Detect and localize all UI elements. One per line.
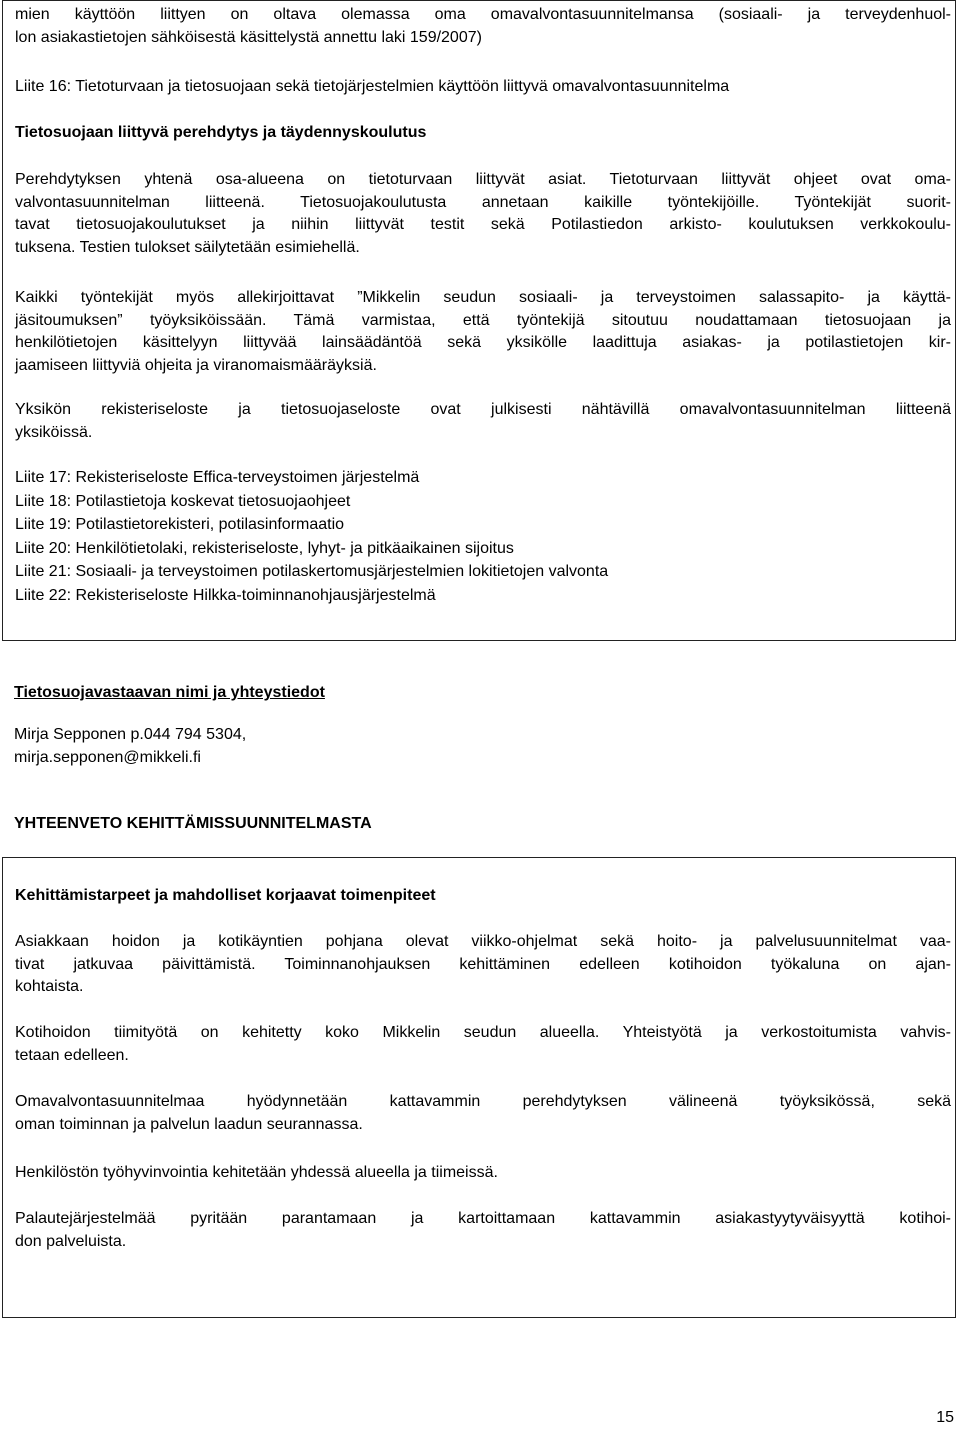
summary-paragraph-3 (15, 1091, 951, 1136)
list-item: Liite 18: Potilastietoja koskevat tietosuojaohjeet (15, 492, 351, 510)
list-item: Liite 17: Rekisteriseloste Effica-terveystoimen järjestelmä (15, 469, 420, 486)
liite16-line: Liite 16: Tietoturvaan ja tietosuojaan sekä tietojärjestelmien käyttöön liittyvä omavalvontasuunnitelma (15, 78, 730, 95)
summary-title: YHTEENVETO KEHITTÄMISSUUNNITELMASTA (14, 815, 372, 832)
paragraph-tietoturva (15, 169, 951, 259)
contact-info (14, 723, 246, 769)
heading-perehdytys: Tietosuojaan liittyvä perehdytys ja täydennyskoulutus (15, 124, 427, 141)
text-line: don palveluista. (15, 1232, 127, 1250)
summary-heading: Kehittämistarpeet ja mahdolliset korjaavat toimenpiteet (15, 887, 436, 904)
text-line: oman toiminnan ja palvelun laadun seurannassa. (15, 1115, 363, 1133)
text-line: Kaikki työntekijät myös allekirjoittavat ”Mikkelin seudun sosiaali- ja terveystoimen salassapito- ja käyttä- (15, 289, 951, 306)
text-line: tetaan edelleen. (15, 1046, 129, 1064)
paragraph-rekisteriseloste (15, 399, 951, 444)
summary-paragraph-2 (15, 1022, 951, 1067)
page-number: 15 (936, 1409, 954, 1426)
text-line: Asiakkaan hoidon ja kotikäyntien pohjana olevat viikko-ohjelmat sekä hoito- ja palvelusuunnitelmat vaa- (15, 933, 951, 950)
summary-paragraph-4: Henkilöstön työhyvinvointia kehitetään yhdessä alueella ja tiimeissä. (15, 1164, 498, 1181)
text-line: henkilötietojen käsittelyyn liittyvää lainsäädäntöä sekä yksikölle laadittuja asiakas- ja potilastietojen kir- (15, 334, 951, 351)
intro-paragraph (15, 4, 951, 49)
text-line: kohtaista. (15, 978, 84, 995)
text-line: Perehdytyksen yhtenä osa-alueena on tietoturvaan liittyvät asiat. Tietoturvaan liittyvät ohjeet ovat oma- (15, 171, 951, 188)
text-line: lon asiakastietojen sähköisestä käsittelystä annettu laki 159/2007) (15, 28, 482, 46)
text-line: Omavalvontasuunnitelmaa hyödynnetään kattavammin perehdytyksen välineenä työyksikössä, sekä (15, 1093, 951, 1110)
text-line: Yksikön rekisteriseloste ja tietosuojaseloste ovat julkisesti nähtävillä omavalvontasuunnitelman liitteenä (15, 401, 951, 418)
text-line: tuksena. Testien tulokset säilytetään esimiehellä. (15, 238, 360, 256)
text-line: mien käyttöön liittyen on oltava olemassa oma omavalvontasuunnitelmansa (sosiaali- ja terveydenhuol- (15, 6, 951, 23)
text-line: jaamiseen liittyviä ohjeita ja viranomaismääräyksiä. (15, 356, 377, 374)
list-item: Liite 22: Rekisteriseloste Hilkka-toiminnanohjausjärjestelmä (15, 586, 436, 604)
text-line: Kotihoidon tiimityötä on kehitetty koko Mikkelin seudun alueella. Yhteistyötä ja verkostoitumista vahvis- (15, 1024, 951, 1041)
list-item: Liite 21: Sosiaali- ja terveystoimen potilaskertomusjärjestelmien lokitietojen valvonta (15, 563, 609, 580)
liitteet-list (15, 466, 608, 607)
summary-box (2, 857, 956, 1318)
text-line: valvontasuunnitelman liitteenä. Tietosuojakoulutusta annetaan kaikille työntekijöille. Työntekijät suorit- (15, 193, 951, 211)
summary-paragraph-1 (15, 931, 951, 999)
list-item: Liite 20: Henkilötietolaki, rekisteriseloste, lyhyt- ja pitkäaikainen sijoitus (15, 539, 514, 557)
top-section-box (2, 0, 956, 641)
text-line: yksiköissä. (15, 423, 93, 441)
text-line: tivat jatkuvaa päivittämistä. Toiminnanohjauksen kehittäminen edelleen kotihoidon työkaluna on ajan- (15, 955, 951, 973)
summary-paragraph-5 (15, 1208, 951, 1253)
paragraph-salassapito (15, 287, 951, 377)
text-line: jäsitoumuksen” työyksiköissään. Tämä varmistaa, että työntekijä sitoutuu noudattamaan tietosuojaan ja (15, 311, 951, 329)
text-line: Palautejärjestelmää pyritään parantamaan ja kartoittamaan kattavammin asiakastyytyväisyyttä kotihoi- (15, 1210, 951, 1227)
contact-heading: Tietosuojavastaavan nimi ja yhteystiedot (14, 684, 325, 701)
text-line: tavat tietosuojakoulutukset ja niihin liittyvät testit sekä Potilastiedon arkisto- koulutuksen verkkokoulu- (15, 216, 951, 233)
list-item: Liite 19: Potilastietorekisteri, potilasinformaatio (15, 516, 345, 533)
contact-email: mirja.sepponen@mikkeli.fi (14, 749, 201, 766)
contact-name-phone: Mirja Sepponen p.044 794 5304, (14, 726, 247, 743)
